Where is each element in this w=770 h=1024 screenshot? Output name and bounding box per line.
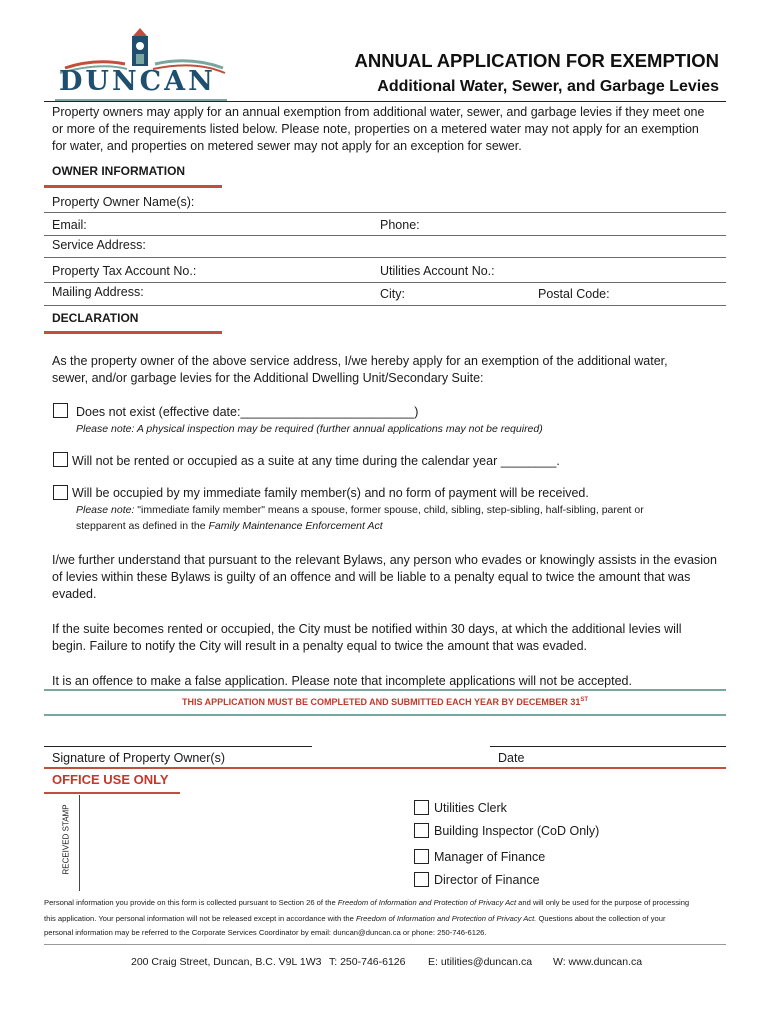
utilities-account-field[interactable] bbox=[502, 262, 724, 280]
privacy-line-1 bbox=[44, 895, 689, 911]
deadline-text: THIS APPLICATION MUST BE COMPLETED AND SUBMITTED EACH YEAR BY DECEMBER 31 bbox=[181, 697, 581, 707]
family-member-checkbox[interactable] bbox=[53, 485, 68, 500]
declaration-heading: DECLARATION bbox=[52, 311, 139, 325]
deadline-top-rule bbox=[44, 689, 726, 691]
phone-label: Phone: bbox=[380, 218, 420, 232]
email-label: Email: bbox=[52, 218, 87, 232]
family-member-label: Will be occupied by my immediate family member(s) and no form of payment will be received. bbox=[72, 486, 589, 500]
owner-info-heading: OWNER INFORMATION bbox=[52, 164, 186, 178]
privacy-line-3: personal information may be referred to the Corporate Services Coordinator by email: duncan@duncan.ca or phone: 250-746-6126. bbox=[44, 928, 487, 937]
director-finance-label: Director of Finance bbox=[434, 873, 540, 887]
signature-line bbox=[44, 746, 312, 747]
page-title: ANNUAL APPLICATION FOR EXEMPTION bbox=[354, 50, 719, 71]
header-rule bbox=[44, 101, 726, 102]
privacy-act-1: Freedom of Information and Protection of Privacy Act bbox=[337, 898, 517, 907]
family-note-text-2: stepparent as defined in the bbox=[76, 520, 209, 532]
utilities-account-label: Utilities Account No.: bbox=[380, 264, 495, 278]
page-subtitle: Additional Water, Sewer, and Garbage Levies bbox=[377, 78, 719, 95]
footer-address: 200 Craig Street, Duncan, B.C. V9L 1W3 bbox=[131, 956, 322, 968]
intro-line-2: or more of the requirements listed below. Please note, properties on a metered water may not apply for an exemption bbox=[52, 122, 699, 136]
deadline-superscript: ST bbox=[580, 697, 589, 703]
false-application-note: It is an offence to make a false application. Please note that incomplete applications will not be accepted. bbox=[52, 674, 632, 688]
family-member-note-2 bbox=[76, 518, 383, 534]
city-field[interactable] bbox=[410, 285, 534, 303]
mailing-address-label: Mailing Address: bbox=[52, 285, 144, 299]
deadline-notice bbox=[0, 697, 770, 707]
footer-rule bbox=[44, 944, 726, 945]
notify-para-line-1: If the suite becomes rented or occupied, the City must be notified within 30 days, at which the additional levies will bbox=[52, 622, 682, 636]
family-note-text: "immediate family member" means a spouse, former spouse, child, sibling, step-sibling, half-sibling, parent or bbox=[134, 504, 644, 516]
tax-account-field[interactable] bbox=[202, 262, 374, 280]
footer-website[interactable]: W: www.duncan.ca bbox=[553, 956, 643, 968]
postal-code-label: Postal Code: bbox=[538, 287, 610, 301]
intro-line-3: for water, and properties on metered sewer may not apply for an exception for sewer. bbox=[52, 139, 522, 153]
mailing-rule bbox=[44, 305, 726, 306]
privacy-text-2c: Questions about the collection of your bbox=[536, 914, 666, 923]
declaration-intro-2: sewer, and/or garbage levies for the Additional Dwelling Unit/Secondary Suite: bbox=[52, 371, 484, 385]
privacy-act-2: Freedom of Information and Protection of Privacy Act. bbox=[355, 914, 537, 923]
signature-label: Signature of Property Owner(s) bbox=[52, 751, 225, 765]
penalty-para-line-3: evaded. bbox=[52, 587, 97, 601]
date-line bbox=[490, 746, 726, 747]
tax-account-label: Property Tax Account No.: bbox=[52, 264, 197, 278]
account-rule bbox=[44, 282, 726, 283]
declaration-intro-1: As the property owner of the above service address, I/we hereby apply for an exemption of the additional water, bbox=[52, 354, 668, 368]
family-member-note-1 bbox=[76, 502, 644, 518]
owner-info-underline bbox=[44, 185, 222, 188]
office-use-underline bbox=[44, 792, 180, 794]
email-field[interactable] bbox=[92, 216, 374, 234]
office-use-heading: OFFICE USE ONLY bbox=[52, 772, 169, 787]
date-label: Date bbox=[498, 751, 525, 765]
date-field[interactable] bbox=[490, 722, 726, 746]
building-inspector-checkbox[interactable] bbox=[414, 823, 429, 838]
director-finance-checkbox[interactable] bbox=[414, 872, 429, 887]
family-note-label: Please note: bbox=[76, 504, 135, 516]
penalty-para-line-2: of levies within these Bylaws is guilty of an offence and will be liable to a penalty equal to twice the amount that was bbox=[52, 570, 691, 584]
penalty-para-line-1: I/we further understand that pursuant to the relevant Bylaws, any person who evades or knowingly assists in the evasion bbox=[52, 553, 717, 567]
family-act-name: Family Maintenance Enforcement Act bbox=[208, 520, 383, 532]
signature-section-rule bbox=[44, 767, 726, 769]
intro-line-1: Property owners may apply for an annual exemption from additional water, sewer, and garbage levies if they meet one bbox=[52, 105, 705, 119]
service-address-rule bbox=[44, 257, 726, 258]
privacy-text-1c: and will only be used for the purpose of processing bbox=[516, 898, 690, 907]
privacy-text-2a: this application. Your personal information will not be released except in accordance with the bbox=[44, 914, 356, 923]
not-rented-checkbox[interactable] bbox=[53, 452, 68, 467]
inspection-note: Please note: A physical inspection may be required (further annual applications may not be required) bbox=[76, 423, 543, 435]
service-address-label: Service Address: bbox=[52, 238, 146, 252]
manager-finance-checkbox[interactable] bbox=[414, 849, 429, 864]
postal-code-field[interactable] bbox=[612, 285, 724, 303]
signature-field[interactable] bbox=[44, 722, 312, 746]
does-not-exist-checkbox[interactable] bbox=[53, 403, 68, 418]
utilities-clerk-label: Utilities Clerk bbox=[434, 801, 507, 815]
declaration-underline bbox=[44, 331, 222, 334]
does-not-exist-label: Does not exist (effective date:_________________________) bbox=[76, 405, 419, 419]
manager-finance-label: Manager of Finance bbox=[434, 850, 546, 864]
city-label: City: bbox=[380, 287, 405, 301]
footer-email: E: utilities@duncan.ca bbox=[428, 956, 533, 968]
footer-phone: T: 250-746-6126 bbox=[329, 956, 406, 968]
phone-field[interactable] bbox=[425, 216, 723, 234]
duncan-logo bbox=[55, 28, 230, 100]
notify-para-line-2: begin. Failure to notify the City will result in a penalty equal to twice the amount that was evaded. bbox=[52, 639, 588, 653]
service-address-field[interactable] bbox=[150, 236, 724, 254]
deadline-bottom-rule bbox=[44, 714, 726, 716]
owner-name-label: Property Owner Name(s): bbox=[52, 195, 195, 209]
privacy-text-1a: Personal information you provide on this form is collected pursuant to Section 26 of the bbox=[44, 898, 338, 907]
received-stamp-label: RECEIVED STAMP bbox=[61, 804, 71, 875]
building-inspector-label: Building Inspector (CoD Only) bbox=[434, 824, 600, 838]
mailing-address-field[interactable] bbox=[150, 283, 374, 301]
owner-name-rule bbox=[44, 212, 726, 213]
owner-name-field[interactable] bbox=[200, 193, 724, 211]
not-rented-label: Will not be rented or occupied as a suite at any time during the calendar year ________. bbox=[72, 454, 560, 468]
utilities-clerk-checkbox[interactable] bbox=[414, 800, 429, 815]
logo-text: DUNCAN bbox=[59, 66, 216, 97]
